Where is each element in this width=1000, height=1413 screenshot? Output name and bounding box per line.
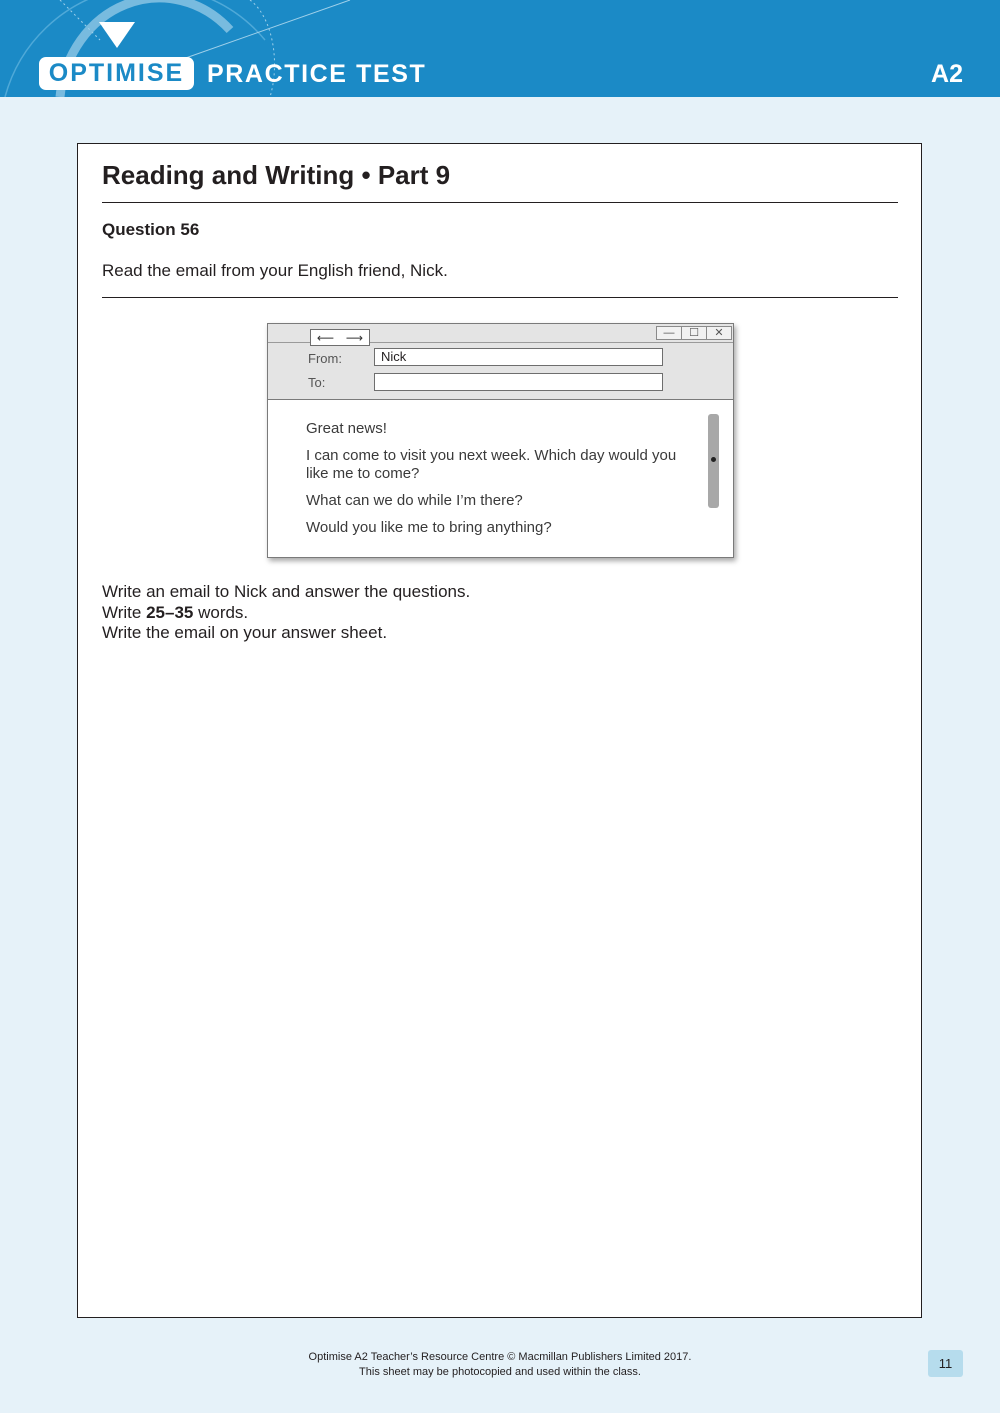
email-line: I can come to visit you next week. Which day would you like me to come?	[306, 447, 677, 482]
brand-name: OPTIMISE	[48, 59, 185, 87]
maximize-icon: ☐	[681, 327, 706, 339]
from-label: From:	[308, 351, 342, 366]
question-number: Question 56	[102, 220, 200, 239]
footer	[0, 1350, 1000, 1380]
minimize-icon: —	[663, 327, 675, 339]
forward-arrow-icon: ⟶	[345, 330, 364, 345]
header-subtitle: PRACTICE TEST	[207, 59, 427, 88]
scroll-dot-icon	[711, 457, 716, 462]
triangle-down-icon	[99, 22, 135, 48]
window-controls	[656, 326, 732, 340]
section-title: Reading and Writing • Part 9	[102, 160, 451, 190]
to-field	[374, 373, 663, 391]
email-scrollbar	[708, 414, 719, 508]
brand-logo	[39, 57, 194, 90]
writing-instructions	[102, 582, 470, 644]
page-number: 11	[928, 1350, 963, 1377]
instruction-line: Write an email to Nick and answer the questions.	[102, 582, 471, 601]
to-label: To:	[308, 375, 326, 390]
word-count-range: 25–35	[146, 602, 194, 622]
title-divider	[102, 202, 898, 203]
email-body	[306, 420, 698, 546]
question-intro: Read the email from your English friend, Nick.	[102, 261, 448, 280]
navigation-tab	[310, 329, 370, 346]
email-window	[267, 323, 734, 558]
instruction-text: words.	[193, 602, 249, 622]
copyright-text: Optimise A2 Teacher’s Resource Centre © Macmillan Publishers Limited 2017.	[308, 1351, 692, 1363]
photocopy-note: This sheet may be photocopied and used within the class.	[359, 1366, 641, 1378]
email-line: Great news!	[306, 420, 387, 437]
instruction-line-word-count	[102, 603, 470, 624]
header-band	[0, 0, 1000, 97]
question-panel	[77, 143, 922, 1318]
email-header	[268, 324, 733, 400]
level-label: A2	[931, 59, 963, 88]
instruction-line: Write the email on your answer sheet.	[102, 623, 388, 642]
email-line: Would you like me to bring anything?	[306, 519, 552, 536]
close-icon: ✕	[706, 327, 731, 339]
instruction-text: Write	[102, 602, 147, 622]
from-field: Nick	[374, 348, 663, 366]
back-arrow-icon: ⟵	[316, 330, 335, 345]
email-line: What can we do while I’m there?	[306, 492, 523, 509]
intro-divider	[102, 297, 898, 298]
